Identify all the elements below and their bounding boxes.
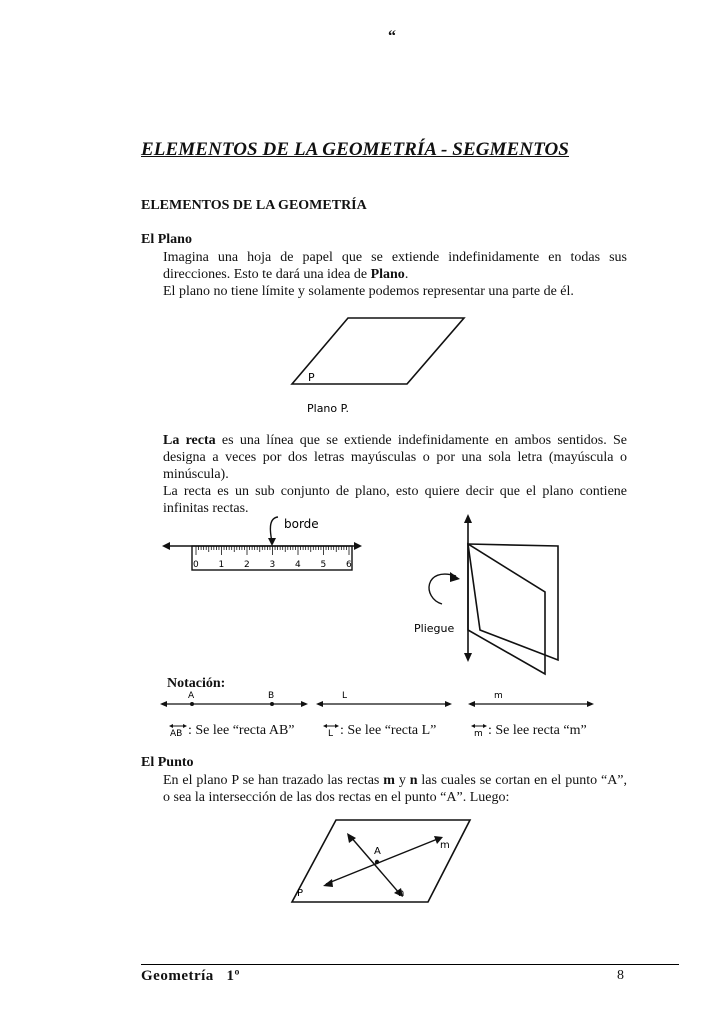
ruler-number: 1 bbox=[218, 560, 225, 570]
page-number: 8 bbox=[617, 968, 624, 983]
line-m-label: m bbox=[494, 691, 503, 701]
recta-paragraph bbox=[141, 432, 627, 517]
symbol-m: m bbox=[474, 729, 483, 739]
line-n bbox=[350, 836, 400, 894]
label-p: P bbox=[297, 888, 304, 899]
line-l-label: L bbox=[342, 691, 348, 701]
notation-figures bbox=[160, 688, 600, 748]
plane-parallelogram bbox=[292, 318, 464, 384]
intersection-figure bbox=[290, 816, 480, 906]
fold-back-page bbox=[468, 544, 545, 674]
plane-figure bbox=[290, 310, 470, 420]
plano-paragraph bbox=[141, 249, 627, 300]
header-mark: “ bbox=[388, 28, 396, 45]
ruler-number: 0 bbox=[193, 560, 199, 570]
symbol-ab: AB bbox=[170, 729, 183, 739]
ruler-label-borde: borde bbox=[284, 517, 319, 531]
footer-rule bbox=[141, 964, 679, 965]
page-title: ELEMENTOS DE LA GEOMETRÍA - SEGMENTOS bbox=[141, 139, 569, 160]
punto-paragraph bbox=[141, 772, 627, 806]
punto-heading: El Punto bbox=[141, 755, 194, 770]
ruler-number: 2 bbox=[244, 560, 250, 570]
notation-l bbox=[316, 691, 452, 707]
section-title: ELEMENTOS DE LA GEOMETRÍA bbox=[141, 198, 367, 213]
fold-figure bbox=[414, 512, 570, 677]
notation-ab bbox=[160, 691, 308, 707]
ruler-number: 6 bbox=[346, 560, 352, 570]
ruler-number: 3 bbox=[269, 560, 276, 570]
fold-label: Pliegue bbox=[414, 622, 455, 635]
notation-m bbox=[468, 691, 594, 707]
plano-text: Imagina una hoja de papel que se extiende indefinidamente en todas sus direcciones. Esto te dará una idea de bbox=[163, 250, 627, 282]
notacion-heading: Notación: bbox=[167, 676, 226, 691]
plano-heading: El Plano bbox=[141, 232, 192, 247]
point-b-label: B bbox=[268, 691, 275, 701]
point-a-label: A bbox=[188, 691, 195, 701]
punto-text-a: En el plano P se han trazado las rectas bbox=[163, 773, 384, 788]
plane-caption: Plano P. bbox=[307, 402, 350, 415]
punto-y: y bbox=[394, 773, 410, 788]
notation-text-l: : Se lee “recta L” bbox=[340, 723, 437, 738]
punto-n: n bbox=[409, 773, 418, 788]
plano-text-2: El plano no tiene límite y solamente podemos representar una parte de él. bbox=[163, 284, 574, 299]
plano-text-end: . bbox=[404, 267, 409, 282]
ruler-number: 5 bbox=[320, 560, 327, 570]
label-m: m bbox=[440, 840, 450, 851]
recta-bold: La recta bbox=[163, 433, 216, 448]
notation-text-ab: : Se lee “recta AB” bbox=[188, 723, 295, 738]
label-n: n bbox=[398, 888, 405, 899]
recta-text-1: es una línea que se extiende indefinidamente en ambos sentidos. Se designa a veces por dos letras mayúsculas o por una sola letra (mayúscula o minúscula). bbox=[163, 433, 627, 482]
symbol-l: L bbox=[328, 729, 334, 739]
notation-text-m: : Se lee recta “m” bbox=[488, 723, 587, 738]
punto-m: m bbox=[383, 773, 395, 788]
point-a bbox=[375, 860, 379, 864]
label-a: A bbox=[374, 846, 381, 857]
ruler-figure bbox=[160, 512, 370, 582]
intersection-plane bbox=[292, 820, 470, 902]
footer-course: Geometría 1º bbox=[141, 968, 240, 984]
recta-text-2: La recta es un sub conjunto de plano, esto quiere decir que el plano contiene infinitas rectas. bbox=[163, 484, 627, 516]
plane-label-p: P bbox=[308, 371, 315, 384]
punto-text-b: las cuales se cortan en el punto “A”, o sea la intersección de las dos rectas en el punto “A”. Luego: bbox=[163, 773, 628, 805]
line-m bbox=[326, 838, 440, 884]
plano-bold: Plano bbox=[370, 267, 405, 282]
ruler-number: 4 bbox=[295, 560, 301, 570]
